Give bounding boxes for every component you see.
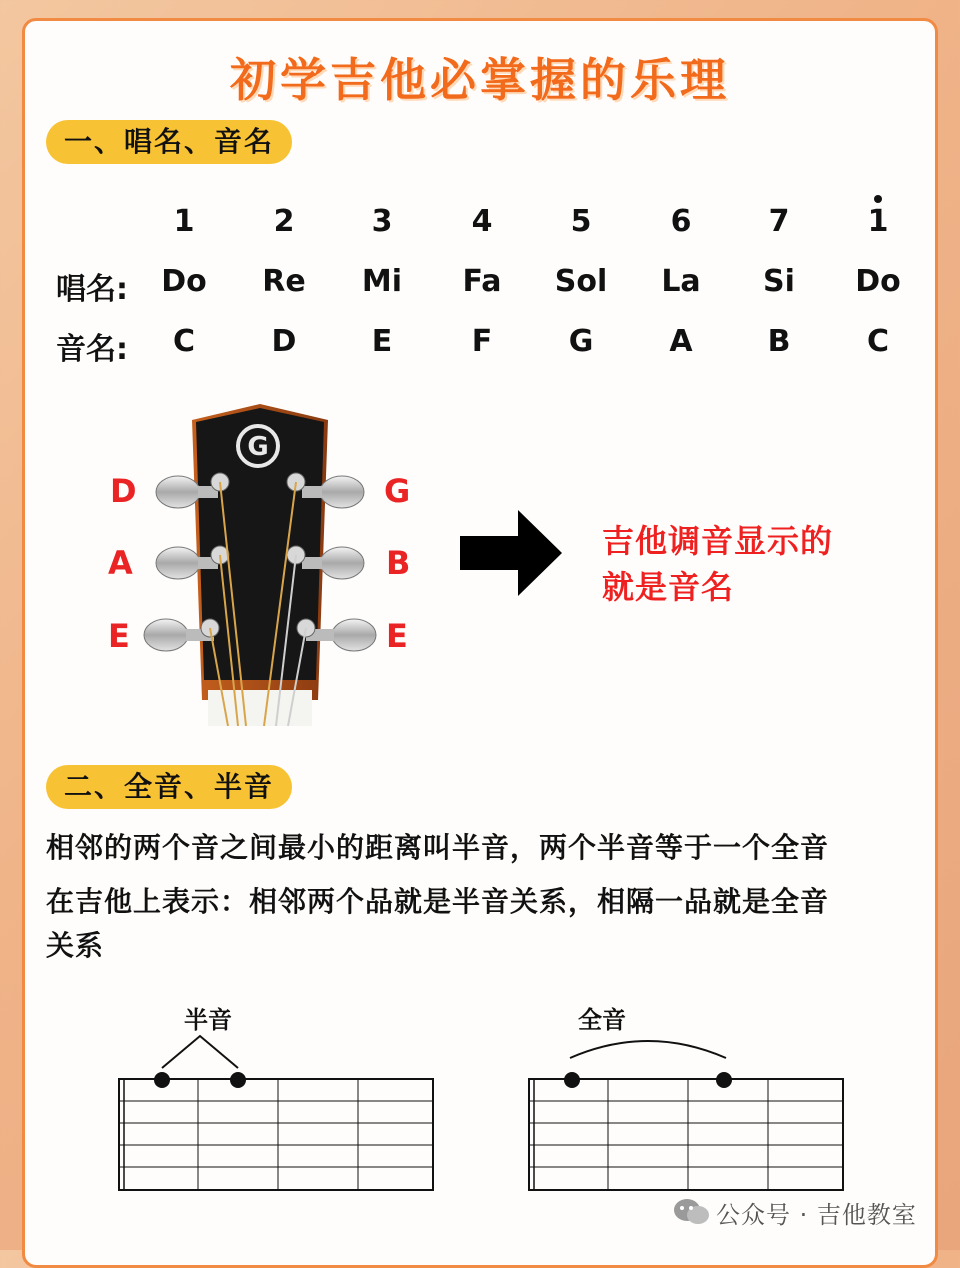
note-cell: D — [271, 324, 297, 359]
note-cell: F — [471, 324, 493, 359]
guitar-explanation-line-2: 关系 — [46, 929, 105, 962]
octave-dot — [874, 195, 882, 203]
peg-label-right: B — [386, 544, 411, 582]
solfege-cell: Do — [161, 264, 207, 299]
half-step-definition: 相邻的两个音之间最小的距离叫半音，两个半音等于一个全音 — [46, 831, 830, 864]
headstock-logo-text: G — [247, 432, 269, 462]
scale-number-row — [0, 204, 960, 254]
arrow-right-icon — [458, 508, 564, 598]
watermark-text: 公众号 · 吉他教室 — [716, 1201, 917, 1229]
guitar-headstock-illustration — [130, 400, 390, 730]
note-cell: E — [371, 324, 393, 359]
whole-step-fretboard — [520, 1030, 850, 1196]
peg-label-left: A — [108, 544, 133, 582]
whole-step-label: 全音 — [578, 1005, 626, 1034]
note-cell: G — [568, 324, 594, 359]
section2-heading: 二、全音、半音 — [46, 765, 292, 809]
solfege-row — [0, 264, 960, 314]
scale-number: 3 — [371, 204, 393, 239]
note-cell: C — [866, 324, 890, 359]
note-cell: C — [172, 324, 196, 359]
solfege-label: 唱名: — [56, 272, 128, 307]
tip-line-1: 吉他调音显示的 — [602, 522, 834, 560]
half-step-label: 半音 — [184, 1005, 232, 1034]
half-step-fretboard — [110, 1030, 440, 1196]
page-title: 初学吉他必掌握的乐理 — [230, 53, 730, 107]
solfege-cell: Si — [763, 264, 795, 299]
note-row — [0, 324, 960, 374]
solfege-cell: Do — [855, 264, 901, 299]
note-cell: A — [669, 324, 693, 359]
scale-number-high: 1 — [867, 204, 889, 239]
solfege-cell: Fa — [462, 264, 502, 299]
scale-number: 1 — [173, 204, 195, 239]
guitar-explanation-line-1: 在吉他上表示：相邻两个品就是半音关系，相隔一品就是全音 — [46, 885, 830, 918]
peg-label-right: G — [384, 472, 411, 510]
tip-line-2: 就是音名 — [602, 568, 735, 606]
wechat-icon — [672, 1196, 712, 1228]
peg-label-right: E — [386, 617, 408, 655]
scale-number: 6 — [670, 204, 692, 239]
solfege-cell: La — [661, 264, 701, 299]
peg-label-left: E — [108, 617, 130, 655]
scale-number: 4 — [471, 204, 493, 239]
peg-label-left: D — [110, 472, 137, 510]
scale-number: 2 — [273, 204, 295, 239]
solfege-cell: Re — [262, 264, 306, 299]
solfege-cell: Sol — [554, 264, 608, 299]
note-cell: B — [767, 324, 791, 359]
scale-number: 7 — [768, 204, 790, 239]
scale-number: 5 — [570, 204, 592, 239]
solfege-cell: Mi — [361, 264, 403, 299]
note-label: 音名: — [56, 332, 128, 367]
section1-heading: 一、唱名、音名 — [46, 120, 292, 164]
